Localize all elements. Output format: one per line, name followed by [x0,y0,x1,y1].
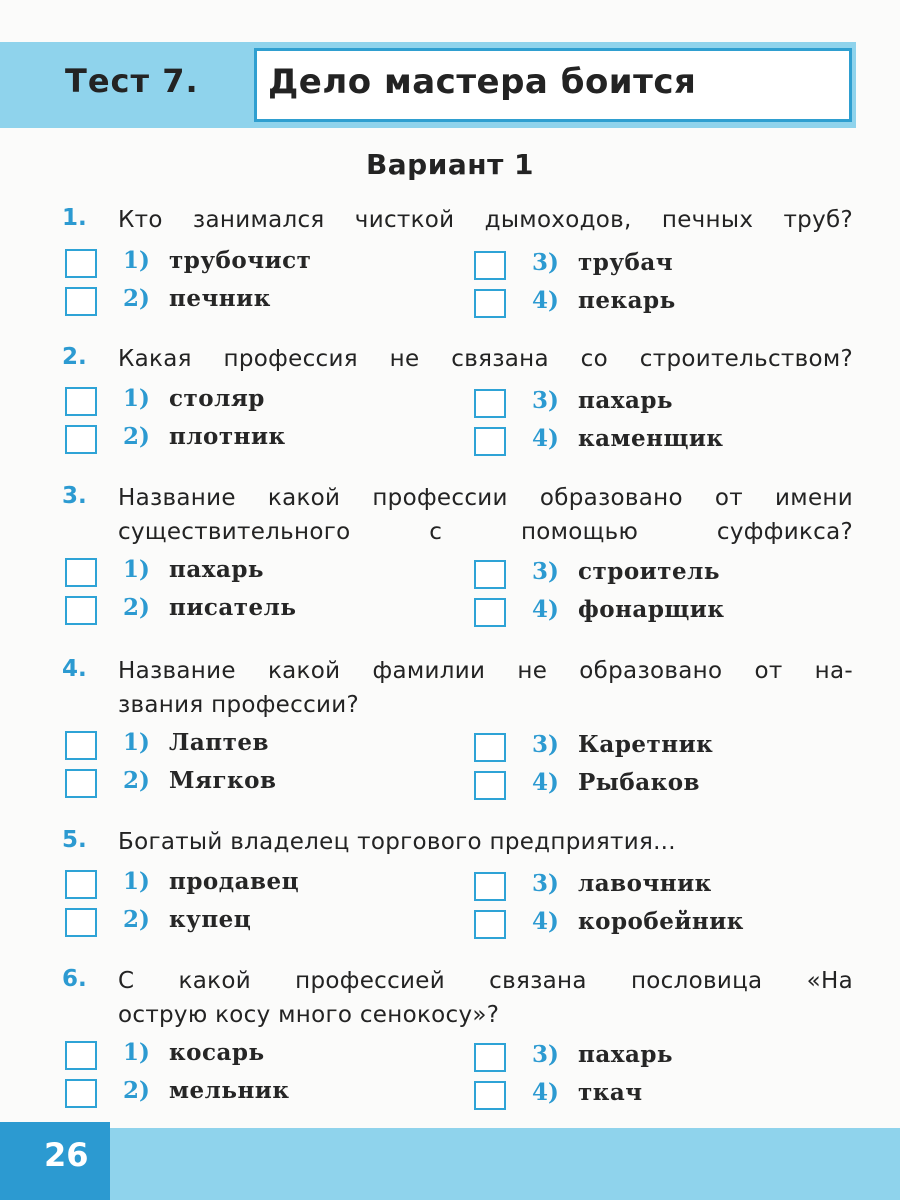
answer-checkbox[interactable] [65,596,97,625]
option-label: каменщик [578,425,724,452]
question-text-line: Название какой профессии образовано от имени [118,485,853,511]
answer-checkbox[interactable] [474,1043,506,1072]
answer-checkbox[interactable] [65,1079,97,1108]
answer-checkbox[interactable] [474,872,506,901]
option-number: 4) [532,908,559,935]
option-number: 3) [532,249,559,276]
option-label: трубочист [169,247,312,274]
answer-checkbox[interactable] [65,387,97,416]
answer-checkbox[interactable] [474,289,506,318]
option-number: 1) [123,729,150,756]
page-title: Дело мастера боится [268,62,697,102]
option-number: 4) [532,425,559,452]
option-number: 3) [532,1041,559,1068]
option-number: 2) [123,1077,150,1104]
option-label: пахарь [578,1041,674,1068]
option-number: 3) [532,387,559,414]
option-number: 1) [123,247,150,274]
option-number: 2) [123,594,150,621]
answer-checkbox[interactable] [65,870,97,899]
question-text-line: Какая профессия не связана со строительством? [118,346,853,372]
question-text-line: звания профессии? [118,692,360,718]
test-number: Тест 7. [65,62,199,100]
option-label: продавец [169,868,300,895]
answer-checkbox[interactable] [474,389,506,418]
answer-checkbox[interactable] [474,251,506,280]
footer-band [110,1128,900,1200]
option-number: 3) [532,731,559,758]
option-label: пекарь [578,287,676,314]
page-number: 26 [44,1136,89,1174]
option-label: лавочник [578,870,712,897]
option-label: плотник [169,423,286,450]
question-text-line: острую косу много сенокосу»? [118,1002,500,1028]
option-label: Каретник [578,731,714,758]
option-label: столяр [169,385,265,412]
question-number: 3. [62,483,87,509]
option-label: Лаптев [169,729,269,756]
option-number: 4) [532,596,559,623]
option-label: мельник [169,1077,290,1104]
option-label: писатель [169,594,297,621]
answer-checkbox[interactable] [65,425,97,454]
option-label: пахарь [578,387,674,414]
option-label: фонарщик [578,596,725,623]
question-number: 5. [62,827,87,853]
question-text-line: С какой профессией связана пословица «На [118,968,853,994]
answer-checkbox[interactable] [474,1081,506,1110]
answer-checkbox[interactable] [65,1041,97,1070]
option-number: 1) [123,556,150,583]
answer-checkbox[interactable] [474,771,506,800]
option-number: 4) [532,1079,559,1106]
question-text-line: Кто занимался чисткой дымоходов, печных труб? [118,207,853,233]
option-number: 1) [123,868,150,895]
question-text-line: существительного с помощью суффикса? [118,519,853,545]
option-number: 4) [532,287,559,314]
option-label: купец [169,906,252,933]
question-text-line: Название какой фамилии не образовано от на- [118,658,853,684]
question-number: 4. [62,656,87,682]
option-number: 2) [123,906,150,933]
option-label: строитель [578,558,720,585]
question-number: 6. [62,966,87,992]
option-label: коробейник [578,908,744,935]
variant-heading: Вариант 1 [365,148,535,181]
option-number: 3) [532,558,559,585]
answer-checkbox[interactable] [65,769,97,798]
option-label: косарь [169,1039,265,1066]
question-number: 1. [62,205,87,231]
option-number: 2) [123,285,150,312]
option-label: трубач [578,249,674,276]
option-number: 1) [123,1039,150,1066]
answer-checkbox[interactable] [474,733,506,762]
question-number: 2. [62,344,87,370]
question-text-line: Богатый владелец торгового предприятия... [118,829,676,855]
option-number: 2) [123,767,150,794]
answer-checkbox[interactable] [65,558,97,587]
option-number: 4) [532,769,559,796]
option-label: Рыбаков [578,769,701,796]
option-number: 1) [123,385,150,412]
answer-checkbox[interactable] [474,598,506,627]
answer-checkbox[interactable] [65,249,97,278]
answer-checkbox[interactable] [474,427,506,456]
option-number: 2) [123,423,150,450]
option-label: Мягков [169,767,277,794]
answer-checkbox[interactable] [474,560,506,589]
answer-checkbox[interactable] [65,731,97,760]
answer-checkbox[interactable] [65,908,97,937]
option-number: 3) [532,870,559,897]
answer-checkbox[interactable] [65,287,97,316]
option-label: ткач [578,1079,643,1106]
option-label: печник [169,285,271,312]
answer-checkbox[interactable] [474,910,506,939]
option-label: пахарь [169,556,265,583]
